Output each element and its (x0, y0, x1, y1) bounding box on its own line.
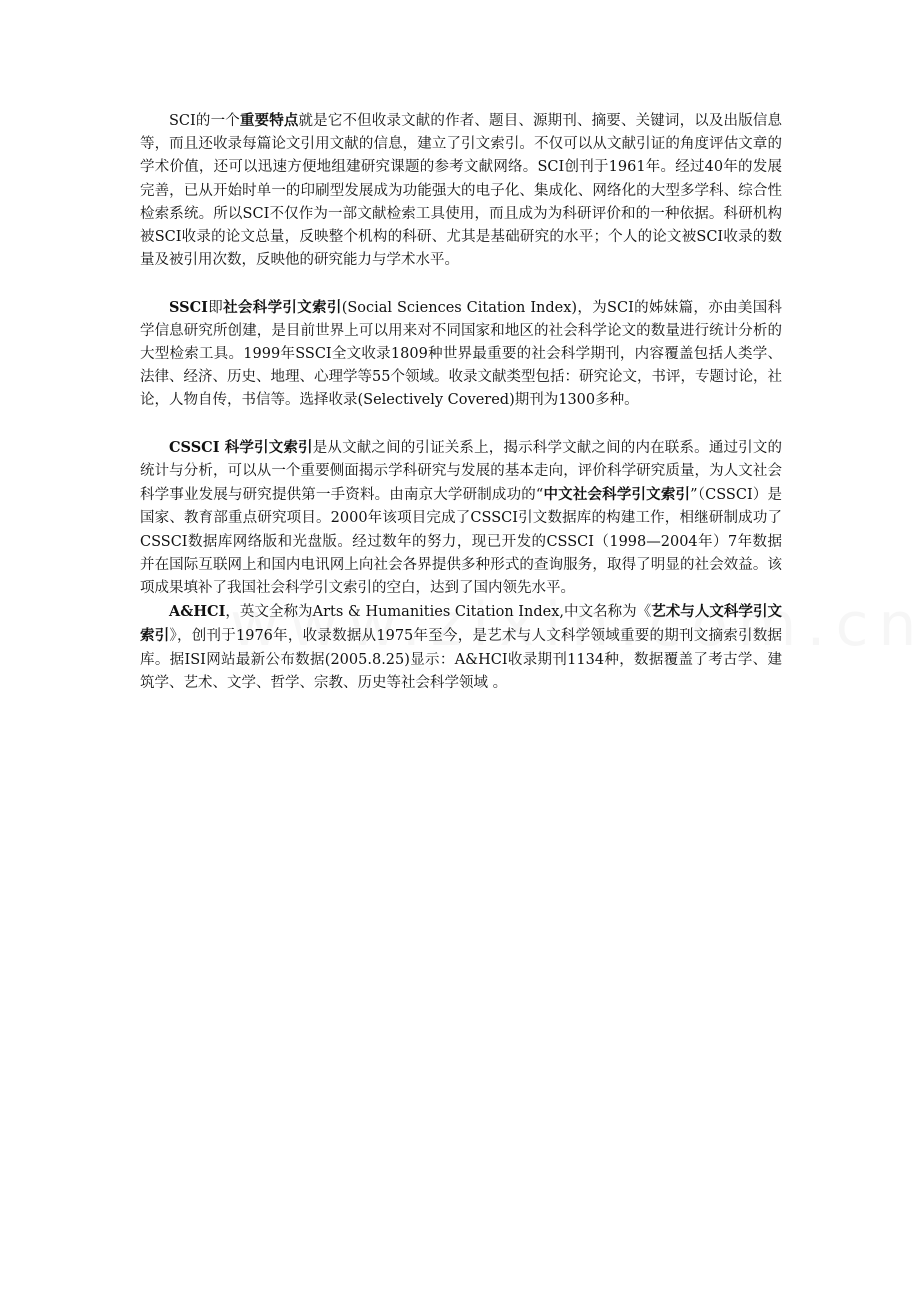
ahci-term: 艺术与人文科学引文索引 (140, 603, 782, 645)
paragraph-sci (140, 109, 782, 272)
ssci-text-2: (Social Sciences Citation Index)，为SCI的姊妹篇，亦由美国科学信息研究所创建，是目前世界上可以用来对不同国家和地区的社会科学论文的数量进行统计分析的大型检索工具。1999年SSCI全文收录1809种世界最重要的社会科学期刊，内容覆盖包括人类学、法律、经济、历史、地理、心理学等55个领域。收录文献类型包括：研究论文，书评，专题讨论，社论，人物自传，书信等。选择收录(Selectively Covered)期刊为1300多种。 (140, 299, 783, 409)
sci-lead: SCI的一个 (169, 113, 240, 129)
cssci-chinese-term: 中文社会科学引文索引 (543, 486, 691, 504)
ahci-text-1: ，英文全称为Arts & Humanities Citation Index,中文名称为《 (225, 604, 652, 621)
ssci-text-1: 即 (207, 299, 224, 316)
paragraph-ssci (140, 296, 782, 413)
paragraph-ahci (140, 600, 782, 695)
cssci-term: CSSCI 科学引文索引 (169, 438, 313, 456)
ahci-text-2: 》，创刊于1976年，收录数据从1975年至今，是艺术与人文科学领域重要的期刊文摘索引数据库。据ISI网站最新公布数据(2005.8.25)显示：A&HCI收录期刊1134种，数据覆盖了考古学、建筑学、艺术、文学、哲学、宗教、历史等社会科学领域 。 (140, 628, 782, 691)
ssci-acronym: SSCI (169, 298, 208, 316)
ahci-acronym: A&HCI (169, 603, 226, 621)
paragraph-spacer (140, 413, 782, 436)
cssci-text-1: 是从文献之间的引证关系上，揭示科学文献之间的内在联系。通过引文的统计与分析，可以从一个重要侧面揭示学科研究与发展的基本走向，评价科学研究质量，为人文社会科学事业发展与研究提供第一手资料。由南京大学研制成功的“ (140, 439, 782, 504)
ssci-term: 社会科学引文索引 (223, 298, 342, 316)
document-body (140, 109, 782, 695)
sci-text: 就是它不但收录文献的作者、题目、源期刊、摘要、关键词，以及出版信息等，而且还收录每篇论文引用文献的信息，建立了引文索引。不仅可以从文献引证的角度评估文章的学术价值，还可以迅速方便地组建研究课题的参考文献网络。SCI创刊于1961年。经过40年的发展完善，已从开始时单一的印刷型发展成为功能强大的电子化、集成化、网络化的大型多学科、综合性检索系统。所以SCI不仅作为一部文献检索工具使用，而且成为为科研评价和的一种依据。科研机构被SCI收录的论文总量，反映整个机构的科研、尤其是基础研究的水平；个人的论文被SCI收录的数量及被引用次数，反映他的研究能力与学术水平。 (140, 113, 783, 269)
cssci-text-2: ”（CSSCI）是国家、教育部重点研究项目。2000年该项目完成了CSSCI引文数据库的构建工作，相继研制成功了CSSCI数据库网络版和光盘版。经过数年的努力，现已开发的CSSCI（1998—2004年）7年数据并在国际互联网上和国内电讯网上向社会各界提供多种形式的查询服务，取得了明显的社会效益。该项成果填补了我国社会科学引文索引的空白，达到了国内领先水平。 (140, 487, 783, 597)
sci-bold-term: 重要特点 (239, 112, 299, 129)
paragraph-spacer (140, 272, 782, 295)
paragraph-cssci (140, 436, 782, 600)
